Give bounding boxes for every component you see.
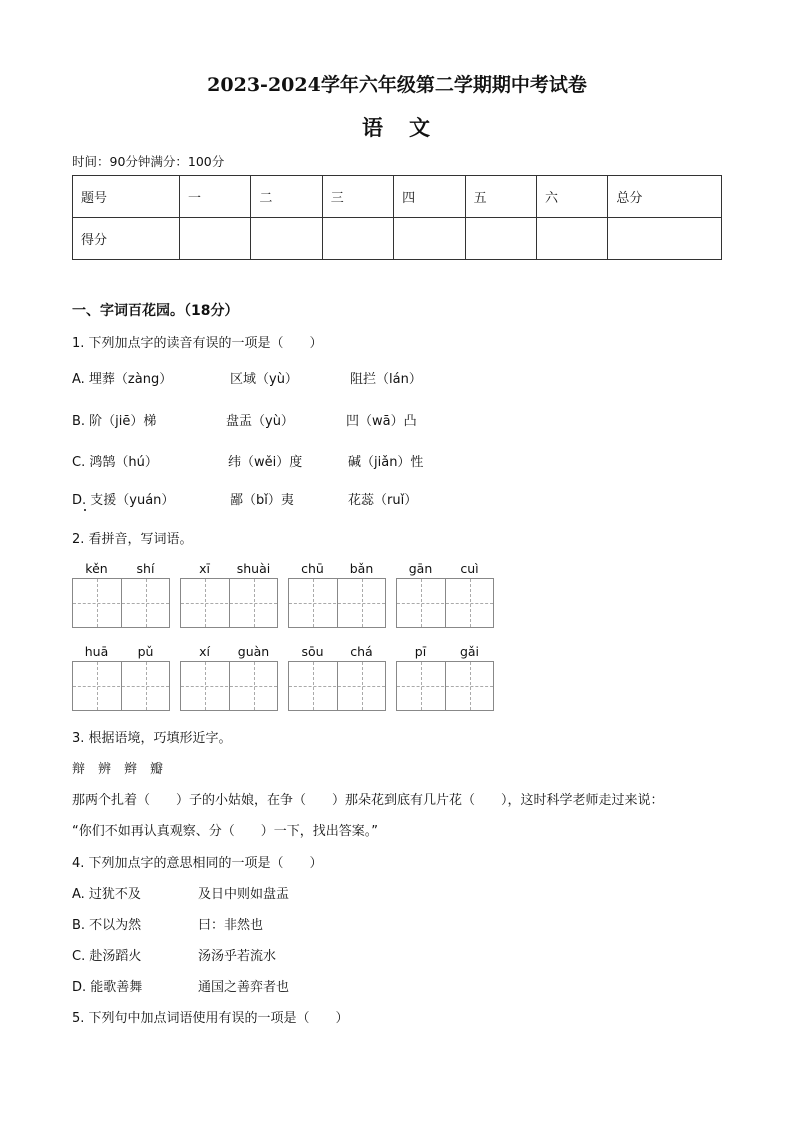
q1-option-c-1: C. 鸿鹄（hú） xyxy=(72,455,158,470)
q4-option-b-1: B. 不以为然 xyxy=(72,918,142,933)
subject-char-2: 文 xyxy=(409,115,432,140)
pinyin-label: huā xyxy=(84,644,109,659)
score-cell: 题号 xyxy=(73,176,180,218)
writing-grid[interactable] xyxy=(72,578,170,628)
pinyin-label: kěn xyxy=(85,561,108,576)
score-input-cell[interactable] xyxy=(608,218,722,260)
q1-option-b-3: 凹（wā）凸 xyxy=(346,414,417,429)
pinyin-label: cuì xyxy=(460,561,479,576)
score-cell: 四 xyxy=(394,176,465,218)
score-cell: 得分 xyxy=(73,218,180,260)
q1-option-b-1: B. 阶（jiē）梯 xyxy=(72,414,157,429)
q1-option-a-3: 阻拦（lán） xyxy=(350,372,422,387)
pinyin-label: pī xyxy=(414,644,427,659)
writing-grid[interactable] xyxy=(288,661,386,711)
writing-grid[interactable] xyxy=(180,661,278,711)
pinyin-label: chá xyxy=(350,644,373,659)
q1-option-c-2: 纬（wěi）度 xyxy=(228,455,303,470)
writing-grid[interactable] xyxy=(396,578,494,628)
pinyin-label: gān xyxy=(408,561,433,576)
q4-option-c-2: 汤汤乎若流水 xyxy=(198,949,277,964)
q4-option-c-1: C. 赴汤蹈火 xyxy=(72,949,142,964)
score-cell: 六 xyxy=(536,176,607,218)
q1-option-d-2: 鄙（bǐ）夷 xyxy=(230,493,294,508)
q4-option-a-1: A. 过犹不及 xyxy=(72,887,141,902)
score-input-cell[interactable] xyxy=(394,218,465,260)
q3-char-choices: 辩 辨 辫 瓣 xyxy=(72,762,164,777)
score-cell: 一 xyxy=(180,176,251,218)
pinyin-label: pǔ xyxy=(137,644,154,659)
q4-option-a-2: 及日中则如盘盂 xyxy=(198,887,290,902)
writing-grid[interactable] xyxy=(72,661,170,711)
score-table xyxy=(72,175,722,260)
writing-grid[interactable] xyxy=(180,578,278,628)
pinyin-label: shuài xyxy=(236,561,271,576)
score-input-cell[interactable] xyxy=(536,218,607,260)
score-cell: 总分 xyxy=(608,176,722,218)
emphasis-dot xyxy=(84,509,86,511)
score-input-cell[interactable] xyxy=(251,218,322,260)
score-cell: 二 xyxy=(251,176,322,218)
score-input-cell[interactable] xyxy=(180,218,251,260)
writing-grid[interactable] xyxy=(288,578,386,628)
q4-option-d-2: 通国之善弈者也 xyxy=(198,980,290,995)
pinyin-label: xí xyxy=(199,644,210,659)
question-5-stem: 5. 下列句中加点词语使用有误的一项是（ ） xyxy=(72,1011,349,1026)
pinyin-label: shí xyxy=(136,561,155,576)
q1-option-a-2: 区域（yù） xyxy=(230,372,298,387)
q4-option-b-2: 曰：非然也 xyxy=(198,918,264,933)
pinyin-label: xī xyxy=(199,561,210,576)
exam-meta: 时间：90分钟满分：100分 xyxy=(72,154,225,169)
pinyin-label: bǎn xyxy=(349,561,374,576)
score-input-cell[interactable] xyxy=(465,218,536,260)
subject-char-1: 语 xyxy=(362,115,385,140)
score-cell: 三 xyxy=(322,176,393,218)
q1-option-b-2: 盘盂（yù） xyxy=(226,414,294,429)
section-heading: 一、字词百花园。（18分） xyxy=(72,303,239,319)
subject-title xyxy=(0,112,794,142)
q3-passage-line-1: 那两个扎着（ ）子的小姑娘，在争（ ）那朵花到底有几片花（ ），这时科学老师走过来说： xyxy=(72,793,664,808)
q3-passage-line-2: “你们不如再认真观察、分（ ）一下，找出答案。” xyxy=(72,824,378,839)
writing-grid[interactable] xyxy=(396,661,494,711)
pinyin-label: guàn xyxy=(237,644,270,659)
score-table-header-row xyxy=(73,176,722,218)
question-2-stem: 2. 看拼音，写词语。 xyxy=(72,532,193,547)
question-4-stem: 4. 下列加点字的意思相同的一项是（ ） xyxy=(72,856,323,871)
q1-option-d-1: D. 支援（yuán） xyxy=(72,493,175,508)
score-table-score-row xyxy=(73,218,722,260)
pinyin-label: gǎi xyxy=(459,644,480,659)
q1-option-c-3: 碱（jiǎn）性 xyxy=(348,455,424,470)
score-cell: 五 xyxy=(465,176,536,218)
pinyin-label: chū xyxy=(301,561,324,576)
score-input-cell[interactable] xyxy=(322,218,393,260)
exam-title: 2023-2024学年六年级第二学期期中考试卷 xyxy=(207,74,587,96)
pinyin-label: sōu xyxy=(301,644,324,659)
question-3-stem: 3. 根据语境，巧填形近字。 xyxy=(72,731,232,746)
q1-option-d-3: 花蕊（ruǐ） xyxy=(348,493,418,508)
question-1-stem: 1. 下列加点字的读音有误的一项是（ ） xyxy=(72,336,323,351)
q1-option-a-1: A. 埋葬（zàng） xyxy=(72,372,173,387)
q4-option-d-1: D. 能歌善舞 xyxy=(72,980,143,995)
